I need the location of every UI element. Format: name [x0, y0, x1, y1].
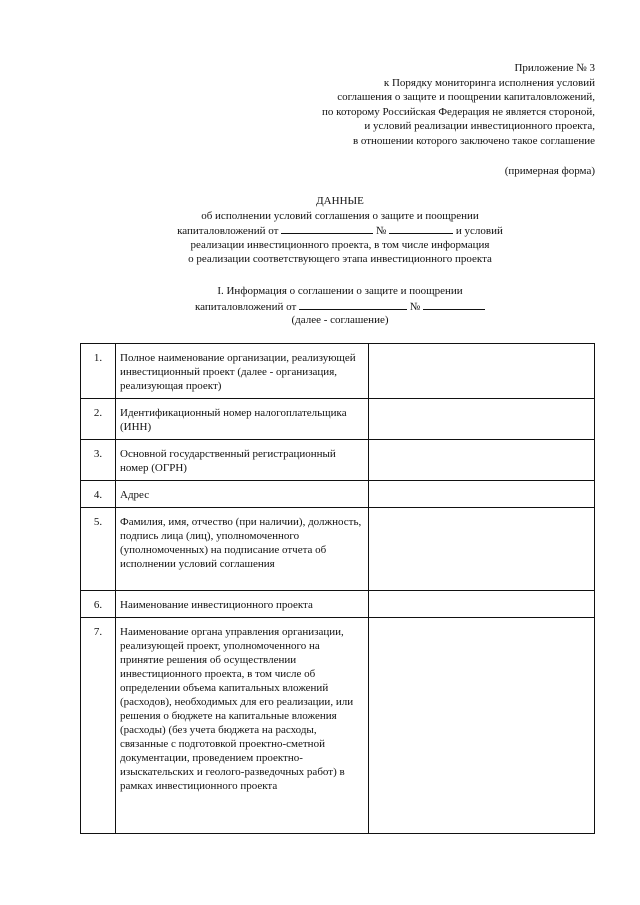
row-label: Идентификационный номер налогоплательщика (ИНН) — [116, 399, 369, 440]
row-number: 7. — [81, 618, 116, 834]
appendix-header — [322, 61, 595, 148]
row-number: 2. — [81, 399, 116, 440]
row-label: Адрес — [116, 481, 369, 508]
row-number: 3. — [81, 440, 116, 481]
title-text: № — [375, 225, 387, 237]
title-line: о реализации соответствующего этапа инвестиционного проекта — [188, 253, 492, 265]
row-number: 6. — [81, 591, 116, 618]
appendix-line: и условий реализации инвестиционного проекта, — [364, 120, 595, 132]
title-heading: ДАННЫЕ — [316, 195, 364, 207]
row-value-field[interactable] — [369, 591, 595, 618]
title-text: капиталовложений от — [177, 225, 279, 237]
document-title — [0, 194, 640, 267]
appendix-line: Приложение № 3 — [514, 62, 595, 74]
row-label: Основной государственный регистрационный номер (ОГРН) — [116, 440, 369, 481]
section-line-with-blanks — [0, 299, 640, 314]
table-row — [81, 344, 595, 399]
appendix-line: к Порядку мониторинга исполнения условий — [383, 76, 595, 89]
form-note: (примерная форма) — [504, 165, 595, 177]
info-table — [80, 343, 595, 834]
section-text: капиталовложений от — [194, 300, 297, 313]
section-line: I. Информация о соглашении о защите и поощрении — [217, 285, 463, 297]
row-value-field[interactable] — [369, 618, 595, 834]
row-value-field[interactable] — [369, 508, 595, 591]
table-row — [81, 399, 595, 440]
title-line: реализации инвестиционного проекта, в том числе информация — [190, 238, 490, 251]
title-line: об исполнении условий соглашения о защите и поощрении — [201, 209, 479, 222]
table-row — [81, 618, 595, 834]
title-line-with-blanks — [0, 223, 640, 238]
row-label: Наименование органа управления организации, реализующей проект, уполномоченного на принятие решения об осуществлении инвестиционного проекта, в том числе об определении объема капитальных вложений (расходов), необходимых для его реализации, или решения о бюджете на капитальные вложения (расходы) (без учета бюджета на расходы, связанные с подготовкой проектно-сметной документации, проведением проектно-изыскательских и геолого-разведочных работ) в рамках инвестиционного проекта — [116, 618, 369, 834]
section-line: (далее - соглашение) — [291, 314, 389, 326]
row-number: 5. — [81, 508, 116, 591]
row-label: Полное наименование организации, реализующей инвестиционный проект (далее - организация, реализующая проект) — [116, 344, 369, 399]
table-row — [81, 481, 595, 508]
row-label: Наименование инвестиционного проекта — [116, 591, 369, 618]
row-value-field[interactable] — [369, 440, 595, 481]
date-blank — [281, 223, 373, 234]
number-blank — [389, 223, 453, 234]
appendix-line: по которому Российская Федерация не является стороной, — [322, 105, 595, 118]
table-row — [81, 591, 595, 618]
number-blank — [423, 299, 485, 310]
appendix-line: в отношении которого заключено такое соглашение — [352, 134, 595, 147]
row-value-field[interactable] — [369, 481, 595, 508]
row-value-field[interactable] — [369, 344, 595, 399]
section-heading — [0, 284, 640, 328]
table-row — [81, 440, 595, 481]
row-number: 4. — [81, 481, 116, 508]
row-value-field[interactable] — [369, 399, 595, 440]
title-text: и условий — [455, 225, 503, 237]
date-blank — [299, 299, 407, 310]
appendix-line: соглашения о защите и поощрении капиталовложений, — [337, 91, 595, 103]
section-text: № — [409, 300, 421, 313]
row-label: Фамилия, имя, отчество (при наличии), должность, подпись лица (лиц), уполномоченного (уполномоченных) на подписание отчета об исполнении условий соглашения — [116, 508, 369, 591]
table-row — [81, 508, 595, 591]
row-number: 1. — [81, 344, 116, 399]
